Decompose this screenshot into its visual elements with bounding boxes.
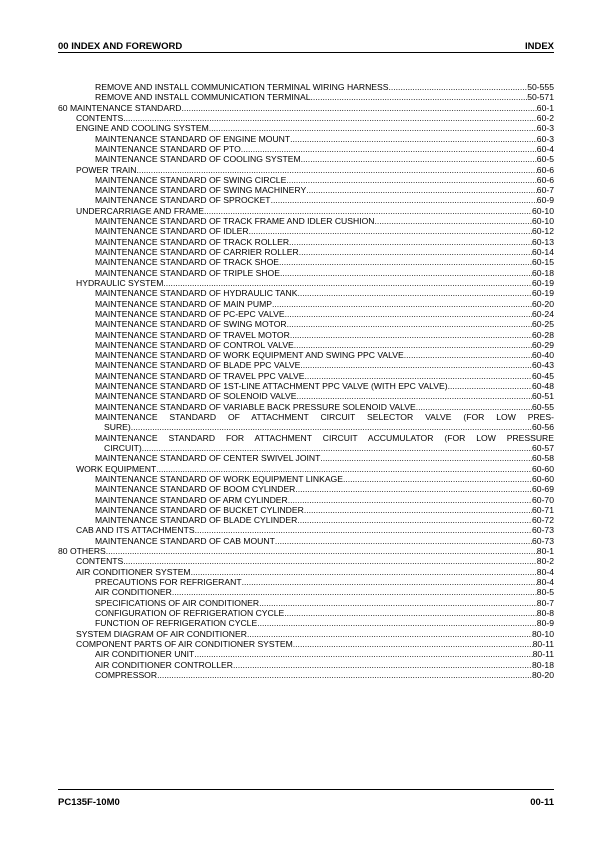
toc-entry-page: 60-6 <box>536 174 554 185</box>
header-section-title: 00 INDEX AND FOREWORD <box>58 41 183 52</box>
toc-entry-title: MAINTENANCE STANDARD OF TRIPLE SHOE <box>95 267 280 278</box>
toc-leader-dots <box>448 381 532 391</box>
toc-entry-title: MAINTENANCE STANDARD OF WORK EQUIPMENT LINKAGE <box>95 473 343 484</box>
toc-leader-dots <box>195 525 532 535</box>
toc-entry-title: MAINTENANCE STANDARD OF BUCKET CYLINDER <box>95 504 304 515</box>
toc-entry-title: PRECAUTIONS FOR REFRIGERANT <box>95 577 242 587</box>
toc-entry-title: AIR CONDITIONER SYSTEM <box>76 566 191 577</box>
toc-entry-title: CONFIGURATION OF REFRIGERATION CYCLE <box>95 607 285 618</box>
toc-leader-dots <box>286 175 536 185</box>
toc-entry-page: 80-10 <box>532 628 554 639</box>
toc-entry-page: 80-1 <box>536 546 554 557</box>
toc-leader-dots <box>142 443 532 453</box>
toc-entry-page: 60-3 <box>536 133 554 144</box>
toc-entry[interactable] <box>58 154 554 164</box>
toc-entry-page: 60-48 <box>532 381 554 392</box>
toc-entry-title: MAINTENANCE STANDARD OF CAB MOUNT <box>95 535 275 546</box>
toc-leader-dots <box>257 618 537 628</box>
toc-leader-dots <box>272 299 532 309</box>
toc-leader-dots <box>106 546 537 556</box>
toc-leader-dots <box>300 360 532 370</box>
toc-entry-title: MAINTENANCE STANDARD OF IDLER <box>95 226 249 237</box>
toc-entry-page: 60-10 <box>532 205 554 216</box>
toc-entry[interactable] <box>58 185 554 195</box>
toc-entry-title: MAINTENANCE STANDARD OF HYDRAULIC TANK <box>95 288 298 299</box>
toc-entry-page: 60-20 <box>532 298 554 309</box>
toc-entry-title: MAINTENANCE STANDARD OF CARRIER ROLLER <box>95 247 299 257</box>
toc-leader-dots <box>172 587 537 597</box>
toc-leader-dots <box>123 113 537 123</box>
toc-entry-title: MAINTENANCE STANDARD OF TRACK FRAME AND IDLER CUSHION <box>95 216 375 227</box>
toc-leader-dots <box>290 134 537 144</box>
toc-leader-dots <box>416 402 532 412</box>
toc-entry-title: CAB AND ITS ATTACHMENTS <box>76 525 195 536</box>
toc-leader-dots <box>136 165 536 175</box>
toc-entry-page: 60-10 <box>532 216 554 227</box>
toc-entry-title: ENGINE AND COOLING SYSTEM <box>76 123 209 134</box>
toc-entry-page: 60-58 <box>532 453 554 464</box>
toc-entry[interactable] <box>58 608 554 618</box>
toc-entry-title: MAINTENANCE STANDARD OF SWING CIRCLE <box>95 174 287 185</box>
toc-entry-page: 50-571 <box>527 92 554 103</box>
toc-entry[interactable] <box>58 247 554 257</box>
toc-leader-dots <box>297 515 532 525</box>
toc-entry[interactable] <box>58 92 554 102</box>
toc-leader-dots <box>389 82 528 92</box>
toc-entry-page: 60-70 <box>532 494 554 505</box>
toc-entry[interactable] <box>58 412 554 422</box>
toc-entry-title: HYDRAULIC SYSTEM <box>76 277 164 288</box>
toc-entry-page: 80-2 <box>536 556 554 567</box>
toc-leader-dots <box>285 309 532 319</box>
toc-entry-page: 60-60 <box>532 473 554 484</box>
toc-entry-page: 60-1 <box>536 102 554 113</box>
toc-entry-title: MAINTENANCE STANDARD OF TRACK SHOE <box>95 257 279 268</box>
toc-entry-page: 80-11 <box>532 649 554 660</box>
toc-entry[interactable] <box>58 453 554 463</box>
toc-entry[interactable] <box>58 319 554 329</box>
toc-entry[interactable] <box>58 299 554 309</box>
toc-entry[interactable] <box>58 237 554 247</box>
toc-entry-page: 80-18 <box>532 659 554 670</box>
toc-leader-dots <box>289 237 532 247</box>
toc-entry[interactable] <box>58 567 554 577</box>
toc-entry-page: 60-18 <box>532 267 554 278</box>
toc-entry[interactable] <box>58 670 554 680</box>
toc-entry-title: MAINTENANCE STANDARD FOR ATTACHMENT CIRCUIT ACCUMULATOR (FOR LOW PRESSURE <box>95 432 554 443</box>
toc-entry-title: AIR CONDITIONER UNIT <box>95 649 195 660</box>
toc-entry-title: MAINTENANCE STANDARD OF CONTROL VALVE <box>95 339 294 350</box>
toc-entry-title: MAINTENANCE STANDARD OF VARIABLE BACK PRESSURE SOLENOID VALVE <box>95 401 416 412</box>
toc-entry-page: 60-12 <box>532 226 554 237</box>
toc-entry[interactable] <box>58 484 554 494</box>
toc-leader-dots <box>247 629 532 639</box>
toc-entry-title: MAINTENANCE STANDARD OF SWING MOTOR <box>95 319 287 330</box>
toc-leader-dots <box>123 556 537 566</box>
toc-entry[interactable] <box>58 257 554 267</box>
toc-leader-dots <box>297 391 533 401</box>
toc-entry-page: 60-7 <box>536 185 554 196</box>
toc-leader-dots <box>299 247 532 257</box>
toc-leader-dots <box>204 206 532 216</box>
toc-leader-dots <box>191 567 537 577</box>
toc-entry[interactable] <box>58 649 554 659</box>
toc-entry-page: 60-71 <box>532 504 554 515</box>
toc-entry[interactable] <box>58 175 554 185</box>
toc-entry-page: 80-4 <box>536 577 554 587</box>
toc-entry[interactable] <box>58 443 554 453</box>
toc-entry[interactable] <box>58 195 554 205</box>
toc-entry-title: COMPRESSOR <box>95 669 158 680</box>
toc-leader-dots <box>311 92 528 102</box>
toc-leader-dots <box>233 660 532 670</box>
toc-entry-title: FUNCTION OF REFRIGERATION CYCLE <box>95 618 258 629</box>
footer-page-number: 00-11 <box>530 797 554 808</box>
toc-leader-dots <box>320 453 532 463</box>
toc-leader-dots <box>293 639 533 649</box>
toc-leader-dots <box>284 608 537 618</box>
toc-entry[interactable] <box>58 82 554 92</box>
toc-leader-dots <box>163 278 532 288</box>
toc-entry[interactable] <box>58 278 554 288</box>
toc-leader-dots <box>209 123 537 133</box>
toc-entry-title: MAINTENANCE STANDARD OF PC-EPC VALVE <box>95 308 285 319</box>
toc-leader-dots <box>271 195 537 205</box>
toc-entry[interactable] <box>58 144 554 154</box>
toc-entry-page: 80-9 <box>536 618 554 629</box>
toc-entry[interactable] <box>58 505 554 515</box>
toc-entry-page: 60-73 <box>532 535 554 546</box>
toc-leader-dots <box>301 154 537 164</box>
toc-entry-title: MAINTENANCE STANDARD OF TRACK ROLLER <box>95 236 290 247</box>
toc-entry[interactable] <box>58 433 554 443</box>
toc-entry[interactable] <box>58 360 554 370</box>
toc-entry-title: 60 MAINTENANCE STANDARD <box>58 102 182 113</box>
toc-entry-title: SYSTEM DIAGRAM OF AIR CONDITIONER <box>76 628 247 639</box>
toc-entry-page: 60-60 <box>532 463 554 474</box>
toc-leader-dots <box>404 350 532 360</box>
toc-entry-page: 80-11 <box>532 638 554 649</box>
page-footer <box>58 797 554 811</box>
toc-entry-title: MAINTENANCE STANDARD OF CENTER SWIVEL JOINT <box>95 453 321 464</box>
toc-entry-page: 60-56 <box>532 422 554 433</box>
toc-leader-dots <box>259 598 537 608</box>
toc-entry-page: 60-15 <box>532 257 554 268</box>
toc-entry-title: AIR CONDITIONER <box>95 587 172 598</box>
toc-entry[interactable] <box>58 660 554 670</box>
toc-entry[interactable] <box>58 268 554 278</box>
toc-entry-page: 60-4 <box>536 143 554 154</box>
toc-entry-page: 80-5 <box>536 587 554 598</box>
toc-entry-page: 60-2 <box>536 112 554 123</box>
toc-entry-title: MAINTENANCE STANDARD OF COOLING SYSTEM <box>95 154 301 165</box>
toc-entry-page: 60-14 <box>532 247 554 257</box>
toc-entry-title: AIR CONDITIONER CONTROLLER <box>95 659 233 670</box>
toc-entry-title: MAINTENANCE STANDARD OF BOOM CYLINDER <box>95 484 296 495</box>
toc-entry-page: 60-28 <box>532 329 554 340</box>
toc-leader-dots <box>280 268 532 278</box>
toc-entry-title: CIRCUIT) <box>104 442 142 453</box>
toc-entry[interactable] <box>58 330 554 340</box>
toc-entry-title: MAINTENANCE STANDARD OF PTO <box>95 143 241 154</box>
toc-entry-title: MAINTENANCE STANDARD OF 1ST-LINE ATTACHMENT PPC VALVE (WITH EPC VALVE) <box>95 381 448 392</box>
toc-leader-dots <box>156 464 532 474</box>
toc-entry[interactable] <box>58 340 554 350</box>
toc-entry-title: MAINTENANCE STANDARD OF ATTACHMENT CIRCUIT SELECTOR VALVE (FOR LOW PRES- <box>95 412 554 422</box>
footer-model-code: PC135F-10M0 <box>58 797 120 808</box>
header-divider <box>58 52 554 53</box>
toc-entry-page: 60-24 <box>532 308 554 319</box>
toc-entry[interactable] <box>58 587 554 597</box>
toc-entry-title: MAINTENANCE STANDARD OF SWING MACHINERY <box>95 185 307 196</box>
toc-entry-page: 60-73 <box>532 525 554 536</box>
toc-entry[interactable] <box>58 598 554 608</box>
toc-leader-dots <box>249 226 532 236</box>
toc-entry[interactable] <box>58 350 554 360</box>
header-index-label: INDEX <box>524 41 554 52</box>
toc-leader-dots <box>304 371 532 381</box>
toc-leader-dots <box>306 185 537 195</box>
toc-entry-title: MAINTENANCE STANDARD OF TRAVEL PPC VALVE <box>95 370 305 381</box>
toc-entry[interactable] <box>58 123 554 133</box>
toc-entry-title: MAINTENANCE STANDARD OF ENGINE MOUNT <box>95 133 291 144</box>
toc-leader-dots <box>157 670 532 680</box>
toc-entry[interactable] <box>58 474 554 484</box>
toc-entry[interactable] <box>58 113 554 123</box>
toc-leader-dots <box>290 330 532 340</box>
toc-entry-page: 60-40 <box>532 350 554 361</box>
toc-entry-title: MAINTENANCE STANDARD OF BLADE PPC VALVE <box>95 360 301 371</box>
toc-entry-title: SURE) <box>104 422 131 433</box>
toc-entry-page: 60-19 <box>532 288 554 299</box>
toc-entry-page: 60-13 <box>532 236 554 247</box>
toc-entry-page: 60-45 <box>532 370 554 381</box>
toc-entry-title: 80 OTHERS <box>58 546 106 557</box>
toc-leader-dots <box>287 319 532 329</box>
toc-entry-page: 60-5 <box>536 154 554 165</box>
toc-entry-page: 80-4 <box>536 566 554 577</box>
toc-entry-title: SPECIFICATIONS OF AIR CONDITIONER <box>95 597 260 608</box>
toc-entry-title: MAINTENANCE STANDARD OF SOLENOID VALVE <box>95 391 297 402</box>
toc-entry-title: WORK EQUIPMENT <box>76 463 157 474</box>
toc-entry-page: 50-555 <box>527 82 554 92</box>
toc-entry-page: 60-6 <box>536 164 554 175</box>
toc-leader-dots <box>182 103 537 113</box>
toc-entry-title: UNDERCARRIAGE AND FRAME <box>76 205 204 216</box>
toc-leader-dots <box>304 505 532 515</box>
toc-entry-title: MAINTENANCE STANDARD OF SPROCKET <box>95 195 271 206</box>
toc-entry[interactable] <box>58 226 554 236</box>
page-header <box>58 36 554 52</box>
toc-entry-title: MAINTENANCE STANDARD OF MAIN PUMP <box>95 298 272 309</box>
toc-entry[interactable] <box>58 546 554 556</box>
toc-entry[interactable] <box>58 577 554 587</box>
toc-entry[interactable] <box>58 515 554 525</box>
toc-entry-page: 60-51 <box>532 391 554 402</box>
toc-entry-title: POWER TRAIN <box>76 164 137 175</box>
toc-entry-title: COMPONENT PARTS OF AIR CONDITIONER SYSTEM <box>76 638 293 649</box>
toc-entry-title: REMOVE AND INSTALL COMMUNICATION TERMINAL WIRING HARNESS <box>95 82 389 92</box>
toc-entry[interactable] <box>58 402 554 412</box>
toc-leader-dots <box>131 422 532 432</box>
toc-entry-page: 80-7 <box>536 597 554 608</box>
toc-leader-dots <box>375 216 533 226</box>
toc-entry[interactable] <box>58 103 554 113</box>
toc-entry[interactable] <box>58 288 554 298</box>
toc-leader-dots <box>288 495 532 505</box>
toc-entry-title: REMOVE AND INSTALL COMMUNICATION TERMINAL <box>95 92 311 103</box>
toc-entry[interactable] <box>58 309 554 319</box>
toc-leader-dots <box>295 484 532 494</box>
toc-entry-title: MAINTENANCE STANDARD OF TRAVEL MOTOR <box>95 329 290 340</box>
toc-entry[interactable] <box>58 391 554 401</box>
toc-entry-page: 60-69 <box>532 484 554 495</box>
toc-leader-dots <box>279 257 532 267</box>
footer-divider <box>58 789 554 790</box>
toc-entry[interactable] <box>58 165 554 175</box>
toc-entry[interactable] <box>58 536 554 546</box>
toc-entry-page: 60-72 <box>532 515 554 526</box>
toc-entry[interactable] <box>58 206 554 216</box>
toc-entry[interactable] <box>58 525 554 535</box>
toc-entry-title: MAINTENANCE STANDARD OF BLADE CYLINDER <box>95 515 298 526</box>
toc-entry[interactable] <box>58 618 554 628</box>
toc-entry-page: 60-29 <box>532 339 554 350</box>
toc-entry[interactable] <box>58 464 554 474</box>
toc-entry-title: MAINTENANCE STANDARD OF WORK EQUIPMENT AND SWING PPC VALVE <box>95 350 404 361</box>
table-of-contents <box>58 82 554 680</box>
toc-leader-dots <box>275 536 532 546</box>
toc-leader-dots <box>241 144 537 154</box>
toc-entry-title: CONTENTS <box>76 112 124 123</box>
toc-entry[interactable] <box>58 381 554 391</box>
toc-entry-page: 60-43 <box>532 360 554 371</box>
toc-entry[interactable] <box>58 134 554 144</box>
toc-entry-title: CONTENTS <box>76 556 124 567</box>
toc-entry[interactable] <box>58 216 554 226</box>
toc-entry-page: 60-55 <box>532 401 554 412</box>
toc-entry[interactable] <box>58 422 554 432</box>
toc-entry-page: 80-8 <box>536 607 554 618</box>
toc-leader-dots <box>194 649 532 659</box>
toc-entry[interactable] <box>58 371 554 381</box>
toc-entry[interactable] <box>58 639 554 649</box>
toc-leader-dots <box>343 474 532 484</box>
toc-entry[interactable] <box>58 556 554 566</box>
toc-entry-page: 80-20 <box>532 669 554 680</box>
toc-entry-title: MAINTENANCE STANDARD OF ARM CYLINDER <box>95 494 288 505</box>
toc-entry[interactable] <box>58 495 554 505</box>
toc-entry-page: 60-9 <box>536 195 554 206</box>
toc-leader-dots <box>297 288 532 298</box>
toc-leader-dots <box>294 340 532 350</box>
toc-entry-page: 60-3 <box>536 123 554 134</box>
toc-entry-page: 60-19 <box>532 277 554 288</box>
toc-entry[interactable] <box>58 629 554 639</box>
toc-leader-dots <box>242 577 537 587</box>
toc-entry-page: 60-25 <box>532 319 554 330</box>
toc-entry-page: 60-57 <box>532 442 554 453</box>
